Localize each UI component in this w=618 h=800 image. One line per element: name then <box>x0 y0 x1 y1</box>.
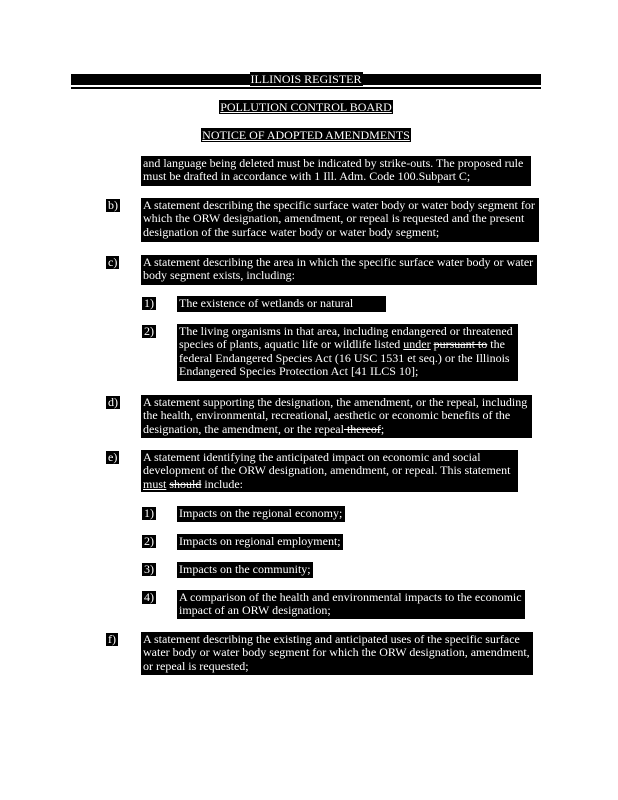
item-c1-text: The existence of wetlands or natural areas; <box>177 296 386 312</box>
register-title: ILLINOIS REGISTER <box>250 72 362 86</box>
item-c2-label: 2) <box>144 324 154 338</box>
item-b-label: b) <box>108 198 118 212</box>
intro-paragraph: and language being deleted must be indicated by strike-outs. The proposed rule must be drafted in accordance with 1 Ill. Adm. Code 100.Subpart C; <box>141 156 531 186</box>
item-e2-text: Impacts on regional employment; <box>177 534 343 550</box>
item-e-text: A statement identifying the anticipated impact on economic and social development of the ORW designation, amendment, or repeal. This statement must should include: <box>141 450 518 492</box>
item-e4-label: 4) <box>144 590 154 604</box>
board-title: POLLUTION CONTROL BOARD <box>220 100 392 114</box>
item-c-label: c) <box>108 255 118 269</box>
deleted-text: should <box>169 476 202 491</box>
item-e2-label: 2) <box>144 534 154 548</box>
item-b-text: A statement describing the specific surface water body or water body segment for which the ORW designation, amendment, or repeal is requested and the present designation of the surface water body or water body segment; <box>141 198 539 242</box>
item-e1-label: 1) <box>144 506 154 520</box>
inserted-text: must <box>143 476 167 491</box>
deleted-text: pursuant to <box>433 337 488 352</box>
item-c2-text: The living organisms in that area, including endangered or threatened species of plants, aquatic life or wildlife listed under pursuant to the federal Endangered Species Act (16 USC 1531 et seq.) or the Illinois Endangered Species Protection Act [41 ILCS 10]; <box>177 324 518 381</box>
inserted-text: under <box>403 337 431 352</box>
item-f-text: A statement describing the existing and anticipated uses of the specific surface water body or water body segment for which the ORW designation, amendment, or repeal is requested; <box>141 632 533 675</box>
item-e-label: e) <box>108 450 118 464</box>
item-e4-text: A comparison of the health and environmental impacts to the economic impact of an ORW designation; <box>177 590 525 619</box>
item-e1-text: Impacts on the regional economy; <box>177 506 345 522</box>
item-d-text: A statement supporting the designation, the amendment, or the repeal, including the health, environmental, recreational, aesthetic or economic benefits of the designation, the amendment, or the repeal thereof; <box>141 395 532 438</box>
item-c1-label: 1) <box>144 296 154 310</box>
deleted-text: thereof <box>343 421 381 436</box>
header-rule <box>71 87 541 89</box>
notice-title: NOTICE OF ADOPTED AMENDMENTS <box>202 128 410 142</box>
item-e3-text: Impacts on the community; <box>177 562 313 578</box>
item-c-text: A statement describing the area in which the specific surface water body or water body segment exists, including: <box>141 255 537 285</box>
item-d-label: d) <box>108 395 118 409</box>
item-e3-label: 3) <box>144 562 154 576</box>
item-f-label: f) <box>108 632 116 646</box>
